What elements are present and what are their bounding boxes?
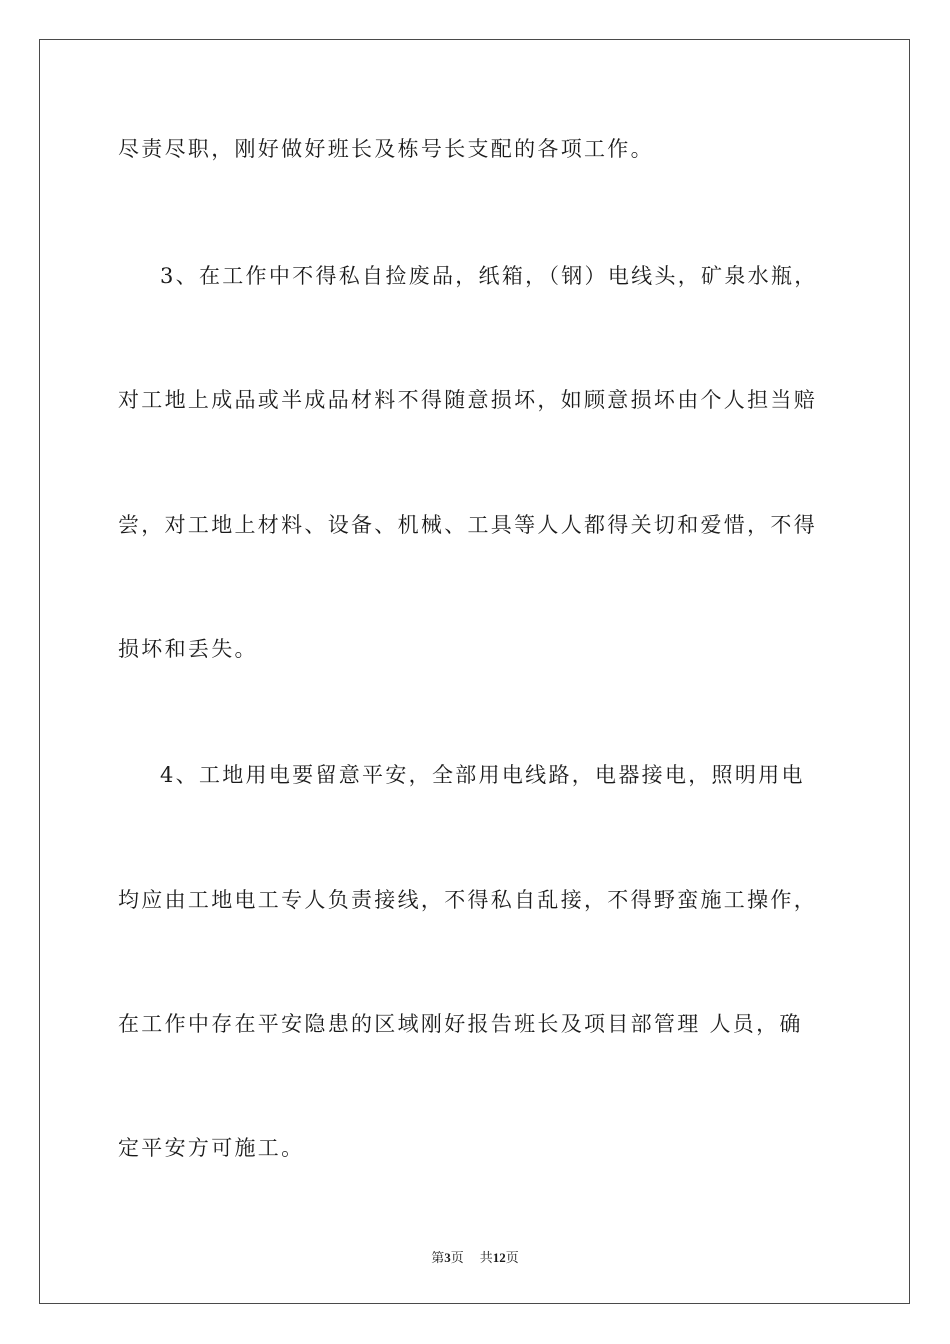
paragraph-line: 尽责尽职，刚好做好班长及栋号长支配的各项工作。: [118, 137, 654, 161]
footer-page-suffix: 页: [450, 1250, 464, 1265]
footer-page-number: 3: [444, 1250, 451, 1265]
footer-total-suffix: 页: [505, 1250, 519, 1265]
footer-total-prefix: 共: [479, 1250, 493, 1265]
paragraph-line: 3、在工作中不得私自捡废品，纸箱，（钢）电线头，矿泉水瓶，: [160, 264, 818, 288]
page-frame: [39, 39, 910, 1304]
footer-total-pages: 12: [492, 1250, 506, 1265]
paragraph-line: 尝，对工地上材料、设备、机械、工具等人人都得关切和爱惜，不得: [118, 513, 817, 537]
paragraph-line: 损坏和丢失。: [118, 637, 258, 661]
paragraph-line: 在工作中存在平安隐患的区域刚好报告班长及项目部管理 人员，确: [118, 1012, 803, 1036]
footer-page-prefix: 第: [431, 1250, 445, 1265]
paragraph-line: 定平安方可施工。: [118, 1136, 305, 1160]
paragraph-line: 对工地上成品或半成品材料不得随意损坏，如顾意损坏由个人担当赔: [118, 388, 817, 412]
paragraph-line: 均应由工地电工专人负责接线，不得私自乱接，不得野蛮施工操作，: [118, 888, 817, 912]
page-footer: [0, 1247, 950, 1266]
paragraph-line: 4、工地用电要留意平安，全部用电线路，电器接电，照明用电: [160, 763, 805, 787]
